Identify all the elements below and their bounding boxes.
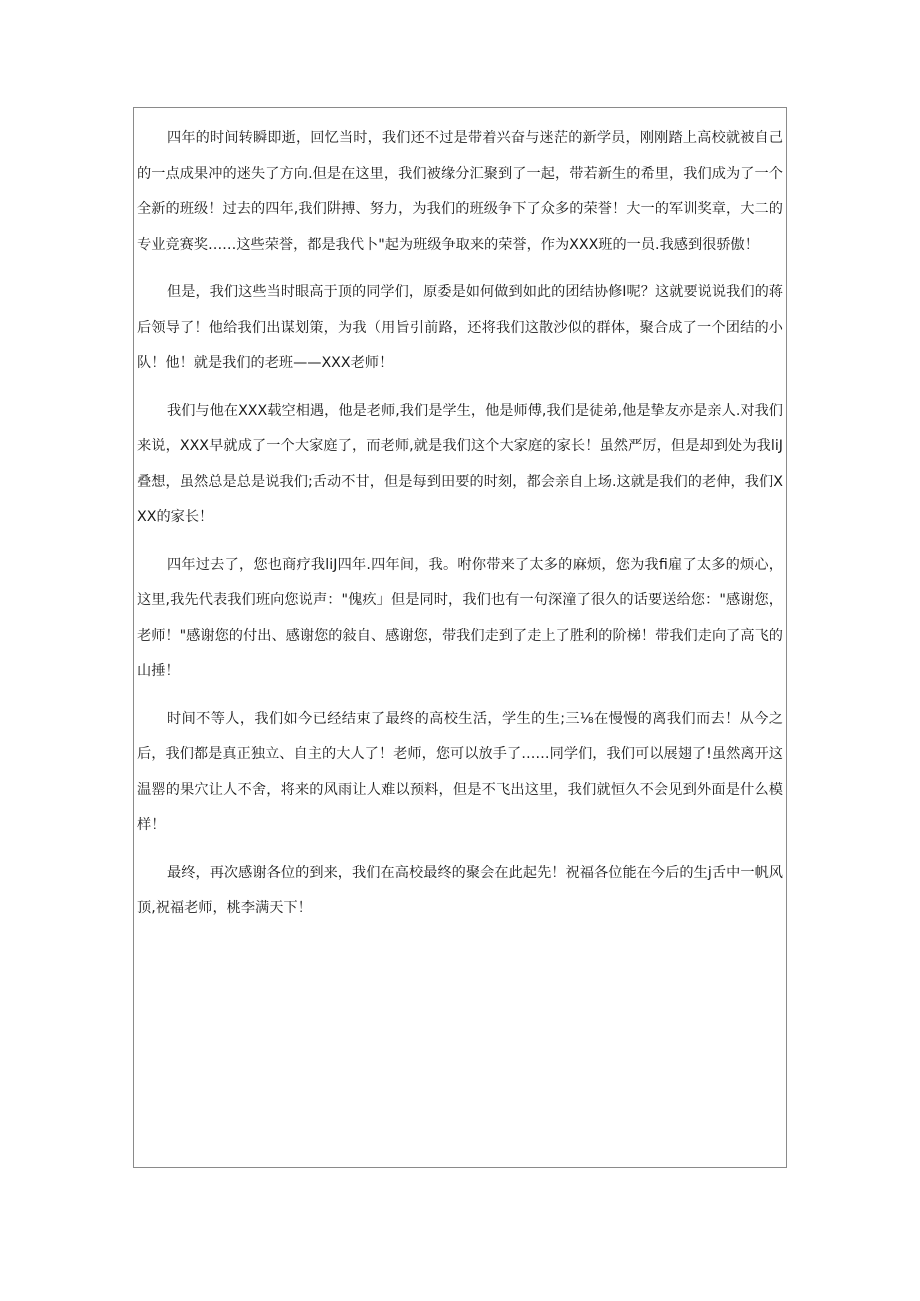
paragraph-1: 四年的时间转瞬即逝，回忆当时，我们还不过是带着兴奋与迷茫的新学员，刚刚踏上高校就被自己的一点成果冲的迷失了方向.但是在这里，我们被缘分汇聚到了一起，带若新生的希里，我们成为了一个全新的班级！过去的四年,我们阱搏、努力，为我们的班级争下了众多的荣誉！大一的军训奖章，大二的专业竞赛奖……这些荣誉，都是我代卜"起为班级争取来的荣誉，作为XXX班的一员.我感到很骄傲！ xyxy=(137,130,783,253)
paragraph-4: 四年过去了，您也商疗我liJ四年.四年间，我。咐你带来了太多的麻烦，您为我fi雇了太多的烦心，这里,我先代表我们班向您说声："傀疚」但是同时，我们也有一句深潼了很久的话要送给您："感谢您，老师！"感谢您的付出、感谢您的敍自、感谢您，带我们走到了走上了胜利的阶梯！带我们走向了高飞的山捶！ xyxy=(137,556,783,679)
document-body xyxy=(137,121,783,939)
paragraph-6: 最终，再次感谢各位的到来，我们在高校最终的聚会在此起先！祝福各位能在今后的生j舌中一帆风顶,祝福老师，桃李满天下！ xyxy=(137,864,783,916)
paragraph-3: 我们与他在XXX载空相遇，他是老师,我们是学生，他是师傅,我们是徒弟,他是挚友亦是亲人.对我们来说，XXX早就成了一个大家庭了，而老师,就是我们这个大家庭的家长！虽然严厉，但是却到处为我liJ叠想，虽然总是总是说我们;舌动不甘，但是每到田要的时刻，都会亲自上场.这就是我们的老伸，我们XXX的家长！ xyxy=(137,402,783,525)
paragraph-2: 但是，我们这些当时眼高于顶的同学们，原委是如何做到如此的团结协修I呢？这就要说说我们的蒋后领导了！他给我们出谋划策，为我（用旨引前路，还将我们这散沙似的群体，聚合成了一个团结的小队！他！就是我们的老班——XXX老师！ xyxy=(137,284,783,371)
paragraph-5: 时间不等人，我们如今已经结束了最终的高校生活，学生的生;三⅛在慢慢的离我们而去！从今之后，我们都是真正独立、自主的大人了！老师，您可以放手了……同学们，我们可以展翅了!虽然离开这温罂的果穴让人不舍，将来的风雨让人难以预料，但是不飞出这里，我们就恒久不会见到外面是什么模样！ xyxy=(137,710,783,833)
